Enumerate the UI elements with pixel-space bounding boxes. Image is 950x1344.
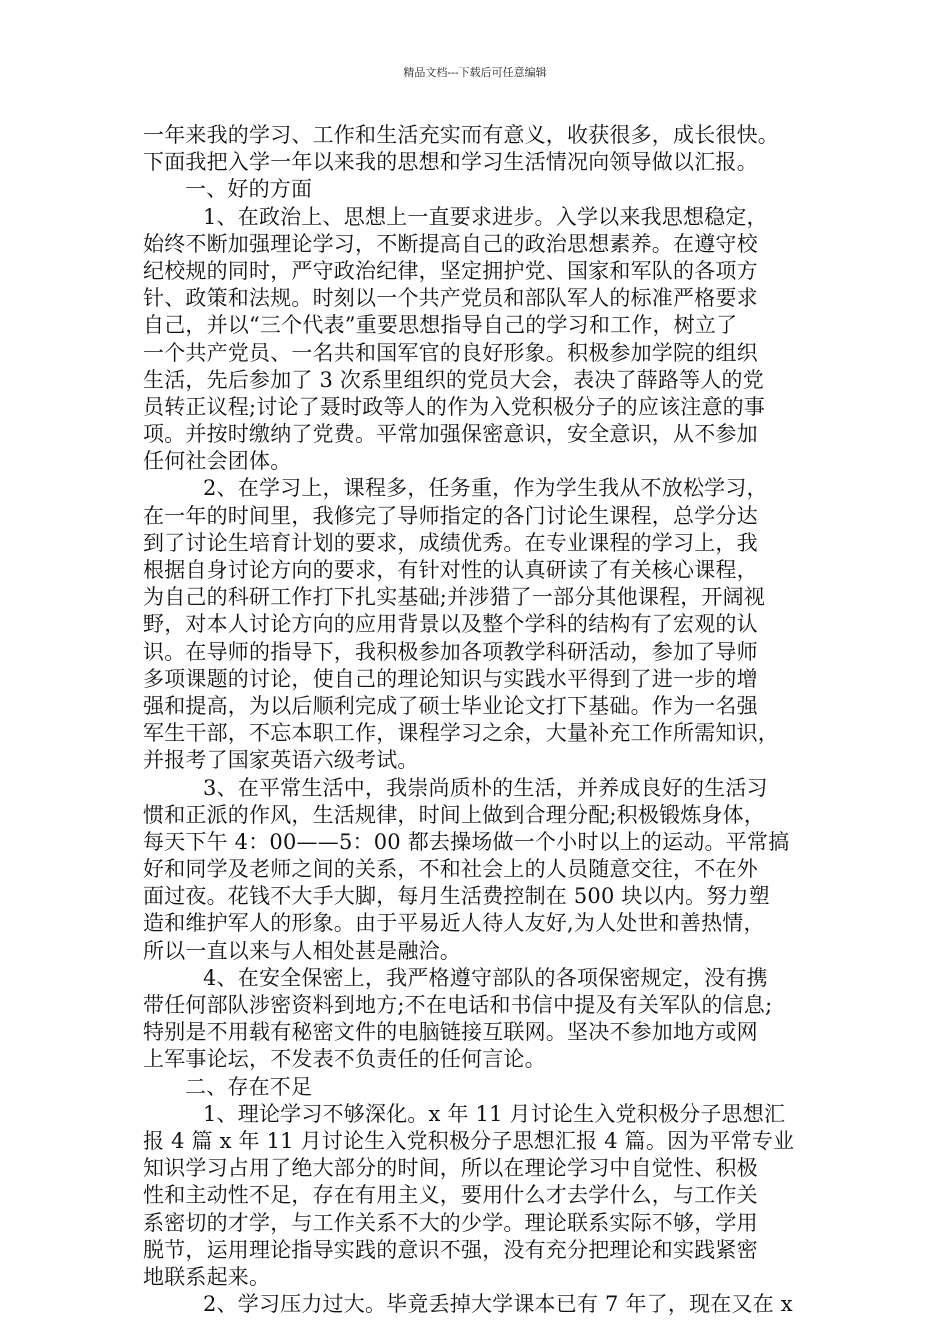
text-line: 强和提高，为以后顺利完成了硕士毕业论文打下基础。作为一名强 xyxy=(143,693,758,718)
text-line: 面过夜。花钱不大手大脚，每月生活费控制在 500 块以内。努力塑 xyxy=(143,884,770,909)
text-line: 性和主动性不足，存在有用主义，要用什么才去学什么，与工作关 xyxy=(143,1183,758,1208)
text-line: 为自己的科研工作打下扎实基础;并涉猎了一部分其他课程，开阔视 xyxy=(143,585,766,610)
text-line: 项。并按时缴纳了党费。平常加强保密意识，安全意识，从不参加 xyxy=(143,422,758,447)
text-line: 每天下午 4：00——5：00 都去操场做一个小时以上的运动。平常搞 xyxy=(143,829,790,854)
text-line: 针、政策和法规。时刻以一个共产党员和部队军人的标准严格要求 xyxy=(143,286,758,311)
text-line: 员转正议程;讨论了聂时政等人的作为入党积极分子的应该注意的事 xyxy=(143,394,766,419)
text-line: 系密切的才学，与工作关系不大的少学。理论联系实际不够，学用 xyxy=(143,1210,758,1235)
text-line: 野，对本人讨论方向的应用背景以及整个学科的结构有了宏观的认 xyxy=(143,612,758,637)
text-line: 4、在安全保密上，我严格遵守部队的各项保密规定，没有携 xyxy=(203,965,768,990)
text-line: 上军事论坛，不发表不负责任的任何言论。 xyxy=(143,1047,546,1072)
text-line: 造和维护军人的形象。由于平易近人待人友好,为人处世和善热情， xyxy=(143,911,765,936)
text-line: 一、好的方面 xyxy=(185,177,313,202)
text-line: 3、在平常生活中，我崇尚质朴的生活，并养成良好的生活习 xyxy=(203,775,768,800)
text-line: 始终不断加强理论学习，不断提高自己的政治思想素养。在遵守校 xyxy=(143,231,758,256)
text-line: 1、理论学习不够深化。x 年 11 月讨论生入党积极分子思想汇 xyxy=(203,1101,786,1126)
text-line: 军生干部，不忘本职工作，课程学习之余，大量补充工作所需知识， xyxy=(143,721,779,746)
text-line: 2、学习压力过大。毕竟丢掉大学课本已有 7 年了，现在又在 x xyxy=(203,1292,793,1317)
text-line: 一个共产党员、一名共和国军官的良好形象。积极参加学院的组织 xyxy=(143,340,758,365)
text-line: 并报考了国家英语六级考试。 xyxy=(143,748,419,773)
text-line: 在一年的时间里，我修完了导师指定的各门讨论生课程，总学分达 xyxy=(143,503,758,528)
text-line: 好和同学及老师之间的关系，不和社会上的人员随意交往，不在外 xyxy=(143,857,758,882)
text-line: 到了讨论生培育计划的要求，成绩优秀。在专业课程的学习上，我 xyxy=(143,530,758,555)
text-line: 惯和正派的作风，生活规律，时间上做到合理分配;积极锻炼身体， xyxy=(143,802,766,827)
text-line: 一年来我的学习、工作和生活充实而有意义，收获很多，成长很快。 xyxy=(143,123,779,147)
text-line: 知识学习占用了绝大部分的时间，所以在理论学习中自觉性、积极 xyxy=(143,1156,758,1181)
text-line: 脱节，运用理论指导实践的意识不强，没有充分把理论和实践紧密 xyxy=(143,1237,758,1262)
text-line: 报 4 篇 x 年 11 月讨论生入党积极分子思想汇报 4 篇。因为平常专业 xyxy=(143,1128,795,1153)
text-line: 自己，并以“三个代表”重要思想指导自己的学习和工作，树立了 xyxy=(143,313,738,338)
text-line: 根据自身讨论方向的要求，有针对性的认真研读了有关核心课程， xyxy=(143,558,758,582)
text-line: 所以一直以来与人相处甚是融洽。 xyxy=(143,938,461,963)
text-line: 识。在导师的指导下，我积极参加各项教学科研活动，参加了导师 xyxy=(143,639,758,664)
document-body xyxy=(143,122,829,1318)
text-line: 2、在学习上，课程多，任务重，作为学生我从不放松学习， xyxy=(203,476,768,501)
text-line: 地联系起来。 xyxy=(143,1264,271,1289)
text-line: 带任何部队涉密资料到地方;不在电话和书信中提及有关军队的信息; xyxy=(143,993,773,1017)
text-line: 任何社会团体。 xyxy=(143,449,292,474)
text-line: 生活，先后参加了 3 次系里组织的党员大会，表决了薛路等人的党 xyxy=(143,367,764,392)
text-line: 纪校规的同时，严守政治纪律，坚定拥护党、国家和军队的各项方 xyxy=(143,258,758,283)
text-line: 下面我把入学一年以来我的思想和学习生活情况向领导做以汇报。 xyxy=(143,150,758,175)
text-line: 特别是不用载有秘密文件的电脑链接互联网。坚决不参加地方或网 xyxy=(143,1020,758,1045)
text-line: 多项课题的讨论，使自己的理论知识与实践水平得到了进一步的增 xyxy=(143,666,758,691)
text-line: 1、在政治上、思想上一直要求进步。入学以来我思想稳定， xyxy=(203,204,768,229)
page-header-note: 精品文档---下载后可任意编辑 xyxy=(403,66,547,79)
text-line: 二、存在不足 xyxy=(185,1074,313,1099)
